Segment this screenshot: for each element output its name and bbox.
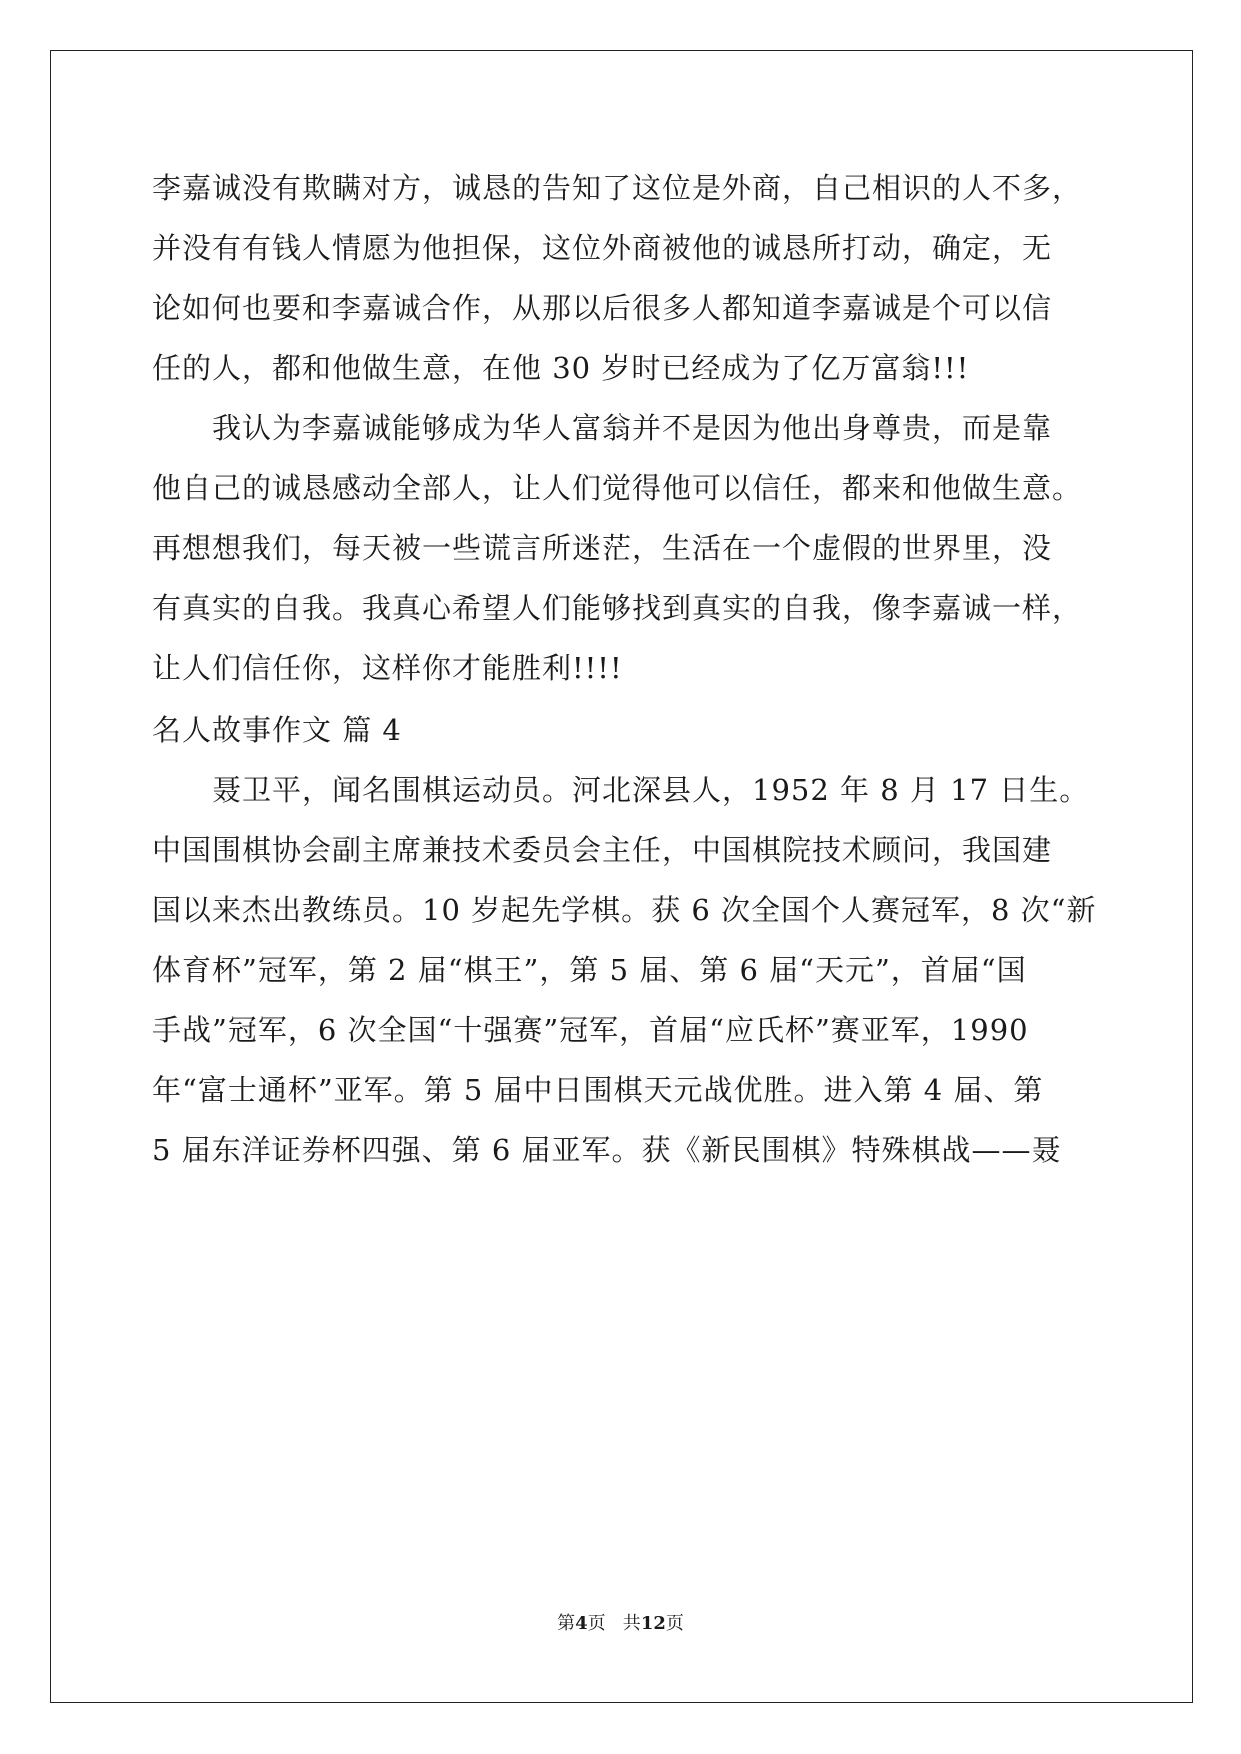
- paragraph-line: 并没有有钱人情愿为他担保，这位外商被他的诚恳所打动，确定，无: [152, 231, 1053, 265]
- footer-suffix: 页: [665, 1613, 684, 1634]
- paragraph-line: 手战”冠军，6 次全国“十强赛”冠军，首届“应氏杯”赛亚军，1990: [152, 1013, 1029, 1047]
- paragraph-line: 我认为李嘉诚能够成为华人富翁并不是因为他出身尊贵，而是靠: [212, 411, 1053, 445]
- paragraph-line: 再想想我们，每天被一些谎言所迷茫，生活在一个虚假的世界里，没: [152, 531, 1053, 565]
- paragraph-line: 任的人，都和他做生意，在他 30 岁时已经成为了亿万富翁!!!: [152, 351, 970, 385]
- paragraph-line: 体育杯”冠军，第 2 届“棋王”，第 5 届、第 6 届“天元”，首届“国: [152, 953, 1027, 987]
- footer-prefix: 第: [557, 1613, 576, 1634]
- paragraph-line: 论如何也要和李嘉诚合作，从那以后很多人都知道李嘉诚是个可以信: [152, 291, 1053, 325]
- paragraph-line: 李嘉诚没有欺瞒对方，诚恳的告知了这位是外商，自己相识的人不多，: [152, 171, 1083, 205]
- paragraph-line: 年“富士通杯”亚军。第 5 届中日围棋天元战优胜。进入第 4 届、第: [152, 1073, 1044, 1107]
- total-pages-number: 12: [640, 1613, 666, 1634]
- paragraph-line: 聂卫平，闻名围棋运动员。河北深县人，1952 年 8 月 17 日生。: [212, 773, 1090, 807]
- paragraph-line: 他自己的诚恳感动全部人，让人们觉得他可以信任，都来和他做生意。: [152, 471, 1083, 505]
- page-number-footer: [0, 1612, 1241, 1636]
- paragraph-line: 让人们信任你，这样你才能胜利!!!!: [152, 651, 623, 685]
- paragraph-line: 中国围棋协会副主席兼技术委员会主任，中国棋院技术顾问，我国建: [152, 833, 1053, 867]
- paragraph-line: 国以来杰出教练员。10 岁起先学棋。获 6 次全国个人赛冠军，8 次“新: [152, 893, 1097, 927]
- current-page-number: 4: [575, 1613, 588, 1634]
- paragraph-line: 5 届东洋证券杯四强、第 6 届亚军。获《新民围棋》特殊棋战——聂: [152, 1133, 1062, 1167]
- section-heading: 名人故事作文 篇 4: [152, 713, 402, 747]
- footer-middle: 页 共: [587, 1613, 641, 1634]
- paragraph-line: 有真实的自我。我真心希望人们能够找到真实的自我，像李嘉诚一样，: [152, 591, 1083, 625]
